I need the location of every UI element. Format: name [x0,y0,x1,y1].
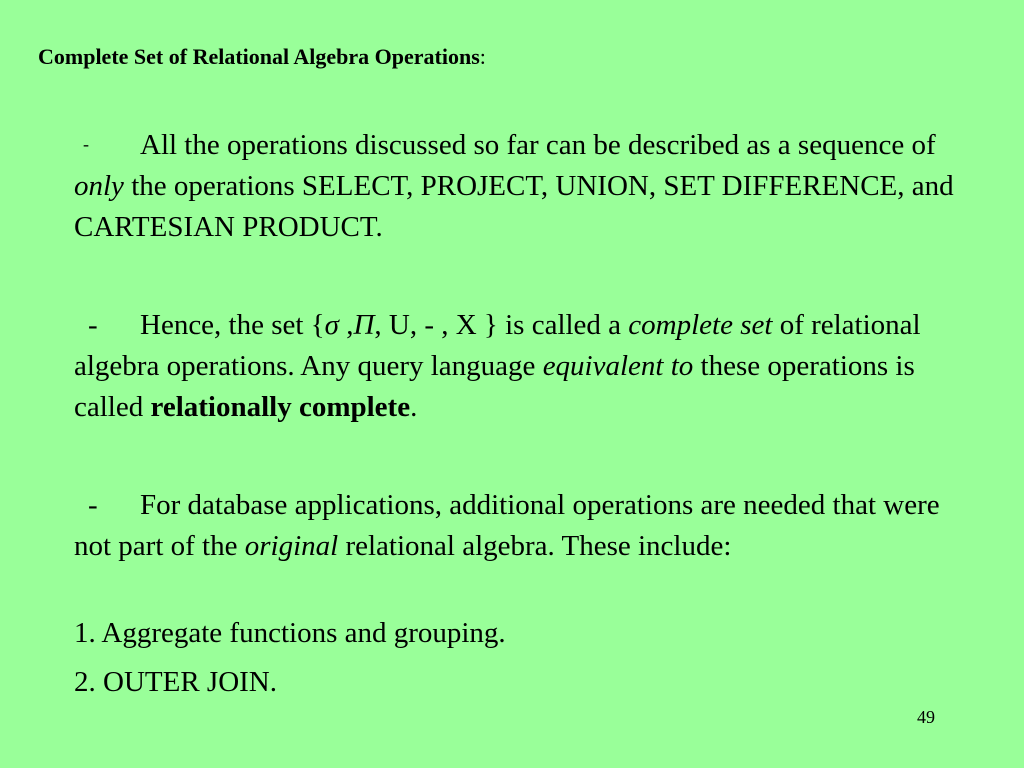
bullet-text: , U, - , X } is called a [374,309,629,341]
sigma-symbol: σ [324,309,339,341]
list-item: 1. Aggregate functions and grouping. [74,617,506,649]
bullet-marker: - [83,134,89,154]
bullet-marker: - [88,489,98,521]
list-item: 2. OUTER JOIN. [74,666,277,698]
bullet-paragraph-2 [74,305,974,428]
slide-title-text: Complete Set of Relational Algebra Operations [38,44,480,69]
bullet-text: the operations SELECT, PROJECT, UNION, SET DIFFERENCE, and CARTESIAN PRODUCT. [74,170,954,243]
bullet-emphasis: only [74,170,124,202]
page-number: 49 [917,707,935,727]
bullet-emphasis: equivalent to [542,350,694,382]
bullet-strong: relationally complete [150,391,411,423]
bullet-paragraph-3 [74,485,974,567]
bullet-emphasis: complete set [628,309,773,341]
slide-title-colon: : [479,44,486,69]
bullet-text: of relational algebra operations. Any query language [74,309,921,382]
bullet-emphasis: original [244,530,339,562]
bullet-text: All the operations discussed so far can be described as a sequence of [140,129,936,161]
slide-title [38,44,486,70]
bullet-text: . [410,391,418,423]
bullet-text: Hence, the set { [140,309,325,341]
bullet-text: , [338,309,354,341]
bullet-text: relational algebra. These include: [338,530,732,562]
pi-symbol: Π [353,309,375,341]
bullet-text: these operations is called [74,350,915,423]
bullet-text: For database applications, additional operations are needed that were not part of the [74,489,940,562]
bullet-marker: - [88,309,98,341]
bullet-paragraph-1 [74,124,974,248]
